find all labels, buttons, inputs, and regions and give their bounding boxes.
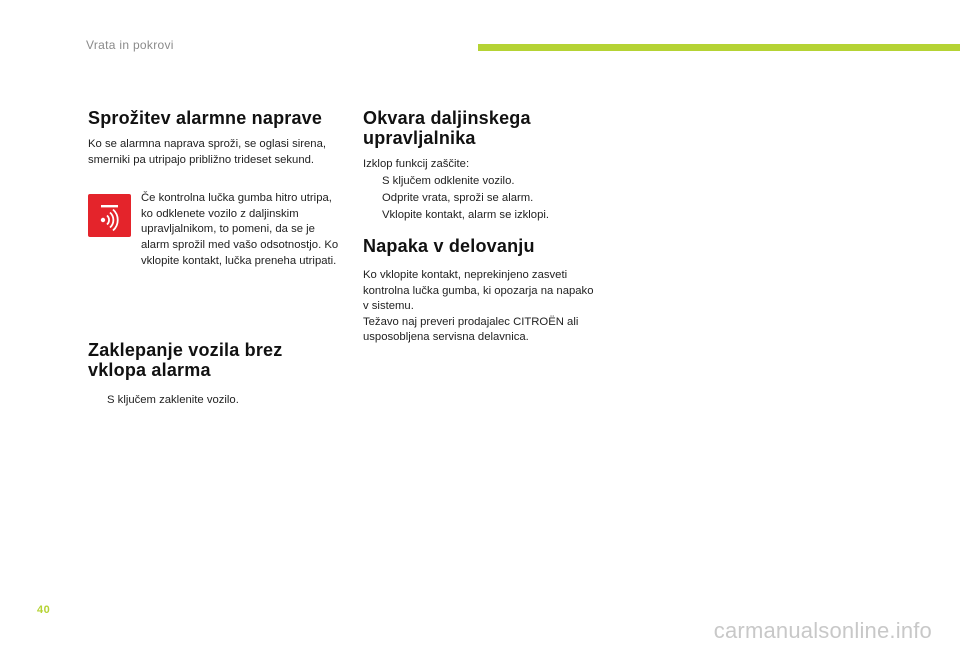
remote-failure-steps (363, 173, 623, 224)
list-item: S ključem odklenite vozilo. (382, 175, 515, 187)
alarm-triggered-paragraph: Ko se alarmna naprava sproži, se oglasi sirena, smerniki pa utripajo približno trideset sekund. (88, 138, 326, 166)
alarm-warning-text: Če kontrolna lučka gumba hitro utripa, ko odklenete vozilo z daljinskim upravljalnikom, to pomeni, da se je alarm sprožil med vašo odsotnostjo. Ko vklopite kontakt, lučka preneha utripati. (141, 192, 339, 267)
lock-without-alarm-steps (88, 392, 348, 409)
section-accent-bar (478, 44, 960, 51)
malfunction-section (363, 236, 623, 346)
remote-failure-intro: Izklop funkcij zaščite: (363, 158, 470, 170)
watermark: carmanualsonline.info (713, 618, 932, 643)
list-item: S ključem zaklenite vozilo. (107, 394, 239, 406)
alarm-button-led-icon (88, 194, 131, 237)
alarm-triggered-heading: Sprožitev alarmne naprave (88, 108, 323, 128)
list-item: Vklopite kontakt, alarm se izklopi. (382, 209, 550, 221)
malfunction-heading: Napaka v delovanju (363, 236, 535, 256)
section-title: Vrata in pokrovi (86, 38, 174, 52)
middle-column (363, 108, 623, 343)
remote-failure-heading: Okvara daljinskega upravljalnika (363, 108, 531, 148)
left-column (88, 108, 348, 406)
lock-without-alarm-section (88, 340, 348, 409)
list-item: Odprite vrata, sproži se alarm. (382, 192, 534, 204)
page-number: 40 (37, 604, 51, 616)
malfunction-paragraph: Ko vklopite kontakt, neprekinjeno zasveti kontrolna lučka gumba, ki opozarja na napako v sistemu. Težavo naj preveri prodajalec CITROËN ali usposobljena servisna delavnica. (363, 269, 594, 343)
lock-without-alarm-heading: Zaklepanje vozila brez vklopa alarma (88, 340, 283, 380)
